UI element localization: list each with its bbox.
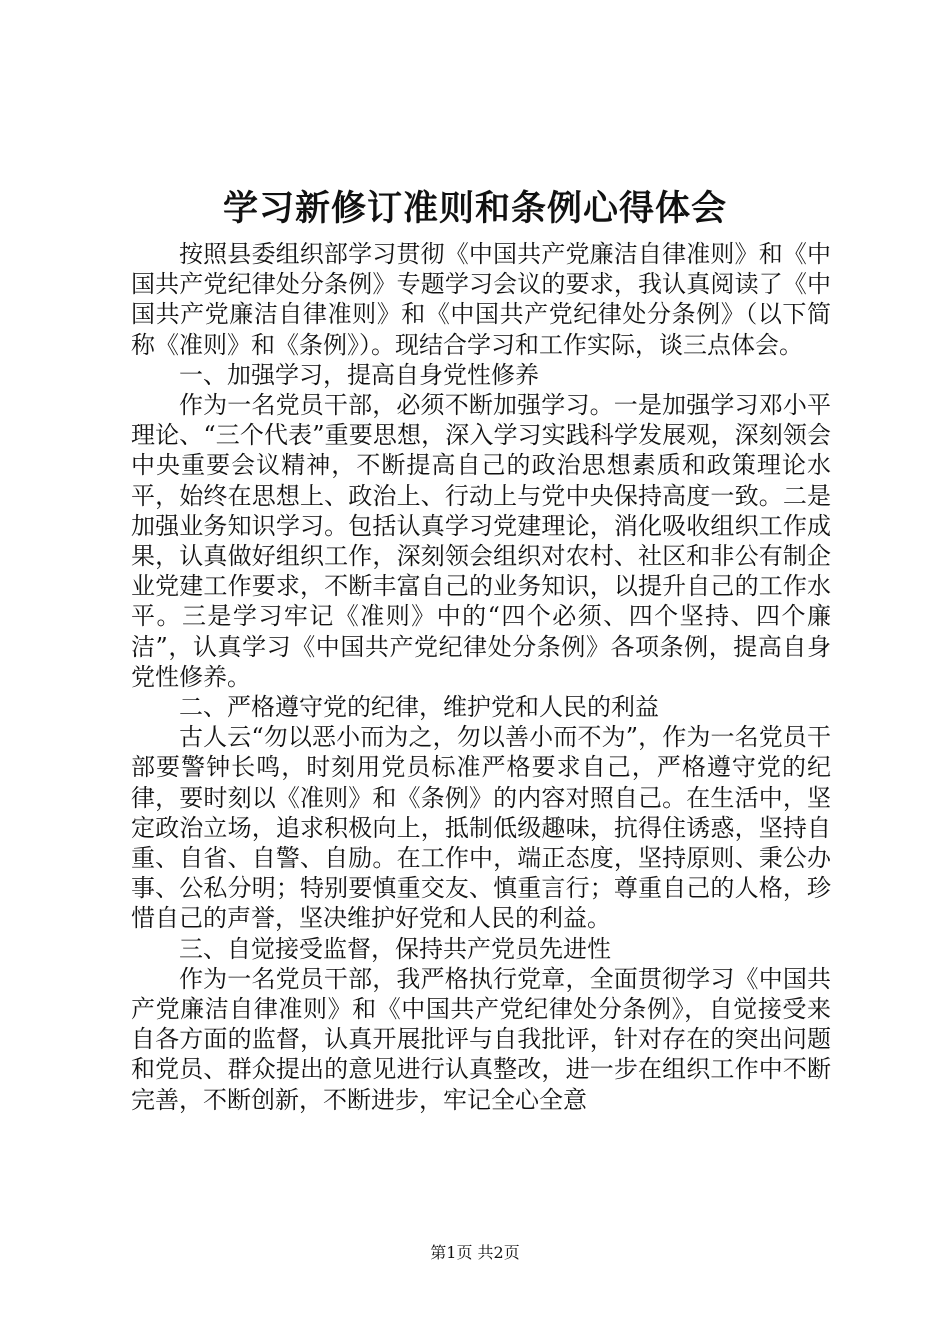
section-paragraph-1: 作为一名党员干部，必须不断加强学习。一是加强学习邓小平理论、“三个代表”重要思想，深入学习实践科学发展观，深刻领会中央重要会议精神，不断提高自己的政治思想素质和政策理论水平，始终在思想上、政治上、行动上与党中央保持高度一致。二是加强业务知识学习。包括认真学习党建理论，消化吸收组织工作成果，认真做好组织工作，深刻领会组织对农村、社区和非公有制企业党建工作要求，不断丰富自己的业务知识，以提升自己的工作水平。三是学习牢记《准则》中的“四个必须、四个坚持、四个廉洁”，认真学习《中国共产党纪律处分条例》各项条例，提高自身党性修养。 [131, 391, 831, 691]
section-heading-1: 一、加强学习，提高自身党性修养 [179, 360, 539, 389]
document-body [131, 239, 831, 1115]
document-title: 学习新修订准则和条例心得体会 [222, 188, 727, 229]
intro-paragraph: 按照县委组织部学习贯彻《中国共产党廉洁自律准则》和《中国共产党纪律处分条例》专题学习会议的要求，我认真阅读了《中国共产党廉洁自律准则》和《中国共产党纪律处分条例》（以下简称《准则》和《条例》）。现结合学习和工作实际，谈三点体会。 [131, 240, 831, 359]
section-paragraph-3: 作为一名党员干部，我严格执行党章，全面贯彻学习《中国共产党廉洁自律准则》和《中国共产党纪律处分条例》，自觉接受来自各方面的监督，认真开展批评与自我批评，针对存在的突出问题和党员、群众提出的意见进行认真整改，进一步在组织工作中不断完善，不断创新，不断进步，牢记全心全意 [131, 964, 831, 1114]
section-heading-2: 二、严格遵守党的纪律，维护党和人民的利益 [179, 693, 659, 722]
section-paragraph-2: 古人云“勿以恶小而为之，勿以善小而不为”，作为一名党员干部要警钟长鸣，时刻用党员标准严格要求自己，严格遵守党的纪律，要时刻以《准则》和《条例》的内容对照自己。在生活中，坚定政治立场，追求积极向上，抵制低级趣味，抗得住诱惑，坚持自重、自省、自警、自励。在工作中，端正态度，坚持原则、秉公办事、公私分明；特别要慎重交友、慎重言行；尊重自己的人格，珍惜自己的声誉，坚决维护好党和人民的利益。 [131, 723, 831, 933]
page-number-footer: 第1页 共2页 [430, 1243, 520, 1262]
section-heading-3: 三、自觉接受监督，保持共产党员先进性 [179, 934, 611, 963]
